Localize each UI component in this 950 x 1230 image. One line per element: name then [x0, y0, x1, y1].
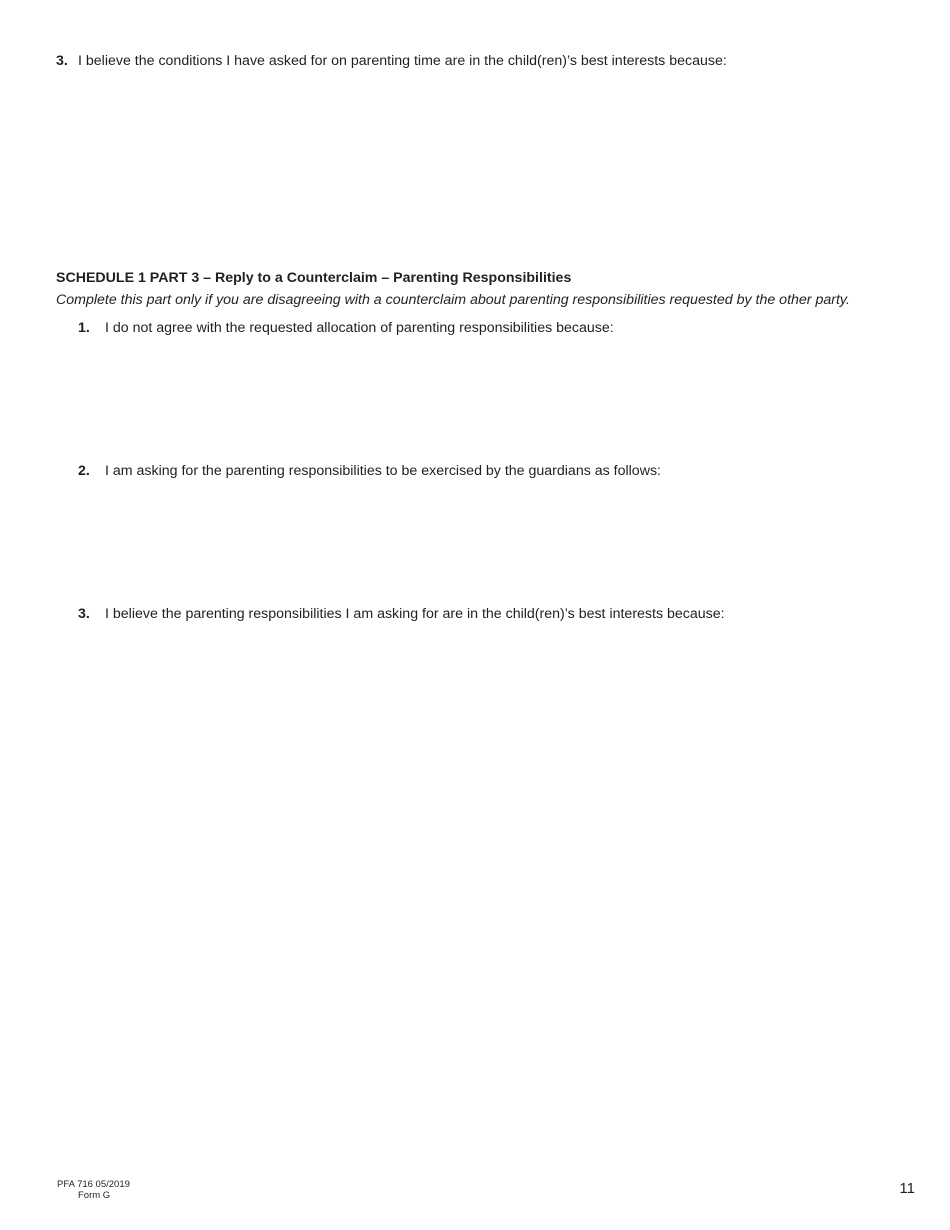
form-code: PFA 716 05/2019 [57, 1179, 130, 1190]
page-number: 11 [899, 1180, 915, 1197]
item-number: 2. [78, 463, 90, 479]
section-instruction: Complete this part only if you are disagreeing with a counterclaim about parenting responsibilities requested by the other party. [56, 292, 850, 308]
item-text: I am asking for the parenting responsibilities to be exercised by the guardians as follows: [105, 463, 661, 479]
item-number: 3. [78, 606, 90, 622]
form-name: Form G [78, 1190, 111, 1201]
section-heading: SCHEDULE 1 PART 3 – Reply to a Counterclaim – Parenting Responsibilities [56, 270, 572, 286]
item-number: 3. [56, 53, 68, 69]
item-number: 1. [78, 320, 90, 336]
item-text: I believe the parenting responsibilities I am asking for are in the child(ren)’s best interests because: [105, 606, 725, 622]
item-text: I do not agree with the requested allocation of parenting responsibilities because: [105, 320, 614, 336]
item-text: I believe the conditions I have asked for on parenting time are in the child(ren)’s best interests because: [78, 53, 727, 69]
